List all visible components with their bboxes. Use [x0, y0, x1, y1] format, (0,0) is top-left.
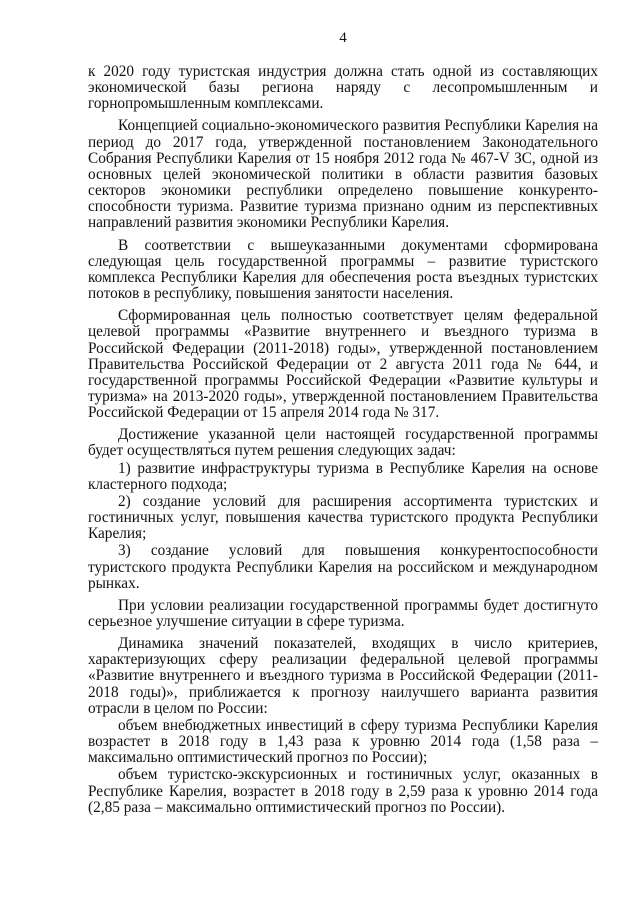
- paragraph-services: объем туристско-экскурсионных и гостиничных услуг, оказанных в Республике Карелия, возрастет в 2018 году в 2,59 раза к уровню 2014 года (2,85 раза – максимально оптимистический прогноз по России).: [88, 766, 598, 816]
- paragraph-dynamics: Динамика значений показателей, входящих в число критериев, характеризующих сферу реализации федеральной целевой программы «Развитие внутреннего и въездного туризма в Российской Федерации (2011-2018 годы)», приближается к прогнозу наилучшего варианта развития отрасли в целом по России:: [88, 635, 598, 717]
- list-item-task-2: 2) создание условий для расширения ассортимента туристских и гостиничных услуг, повышения качества туристского продукта Республики Карелия;: [88, 492, 598, 543]
- page-number: 4: [339, 30, 347, 46]
- paragraph-investments: объем внебюджетных инвестиций в сферу туризма Республики Карелия возрастет в 2018 году в 1,43 раза к уровню 2014 года (1,58 раза – максимально оптимистический прогноз по России);: [88, 716, 598, 767]
- paragraph-continuation: к 2020 году туристская индустрия должна стать одной из составляющих экономической базы региона наряду с лесопромышленным и горнопромышленным комплексами.: [88, 63, 598, 113]
- paragraph-improvement: При условии реализации государственной программы будет достигнуто серьезное улучшение ситуации в сфере туризма.: [88, 596, 598, 630]
- document-body: [88, 64, 598, 817]
- document-page: [88, 0, 598, 905]
- paragraph-concept: Концепцией социально-экономического развития Республики Карелия на период до 2017 года, утвержденной постановлением Законодательного Собрания Республики Карелия от 15 ноября 2012 года № 467-V ЗС, одной из основных целей экономической политики в области развития базовых секторов экономики республики определено повышение конкуренто-способности туризма. Развитие туризма признано одним из перспективных направлений развития экономики Республики Карелия.: [88, 117, 598, 232]
- list-item-task-3: 3) создание условий для повышения конкурентоспособности туристского продукта Республики Карелия на российском и международном рынках.: [88, 542, 598, 592]
- paragraph-conformity: Сформированная цель полностью соответствует целям федеральной целевой программы «Развитие внутреннего и въездного туризма в Российской Федерации (2011-2018) годы», утвержденной постановлением Правительства Российской Федерации от 2 августа 2011 года № 644, и государственной программы Российской Федерации «Развитие культуры и туризма» на 2013-2020 годы», утвержденной постановлением Правительства Российской Федерации от 15 апреля 2014 года № 317.: [88, 307, 598, 422]
- paragraph-goal: В соответствии с вышеуказанными документами сформирована следующая цель государственной программы – развитие туристского комплекса Республики Карелия для обеспечения роста въездных туристских потоков в республику, повышения занятости населения.: [88, 236, 598, 303]
- list-item-task-1: 1) развитие инфраструктуры туризма в Республике Карелия на основе кластерного подхода;: [88, 459, 598, 493]
- paragraph-tasks-intro: Достижение указанной цели настоящей государственной программы будет осуществляться путем решения следующих задач:: [88, 426, 598, 460]
